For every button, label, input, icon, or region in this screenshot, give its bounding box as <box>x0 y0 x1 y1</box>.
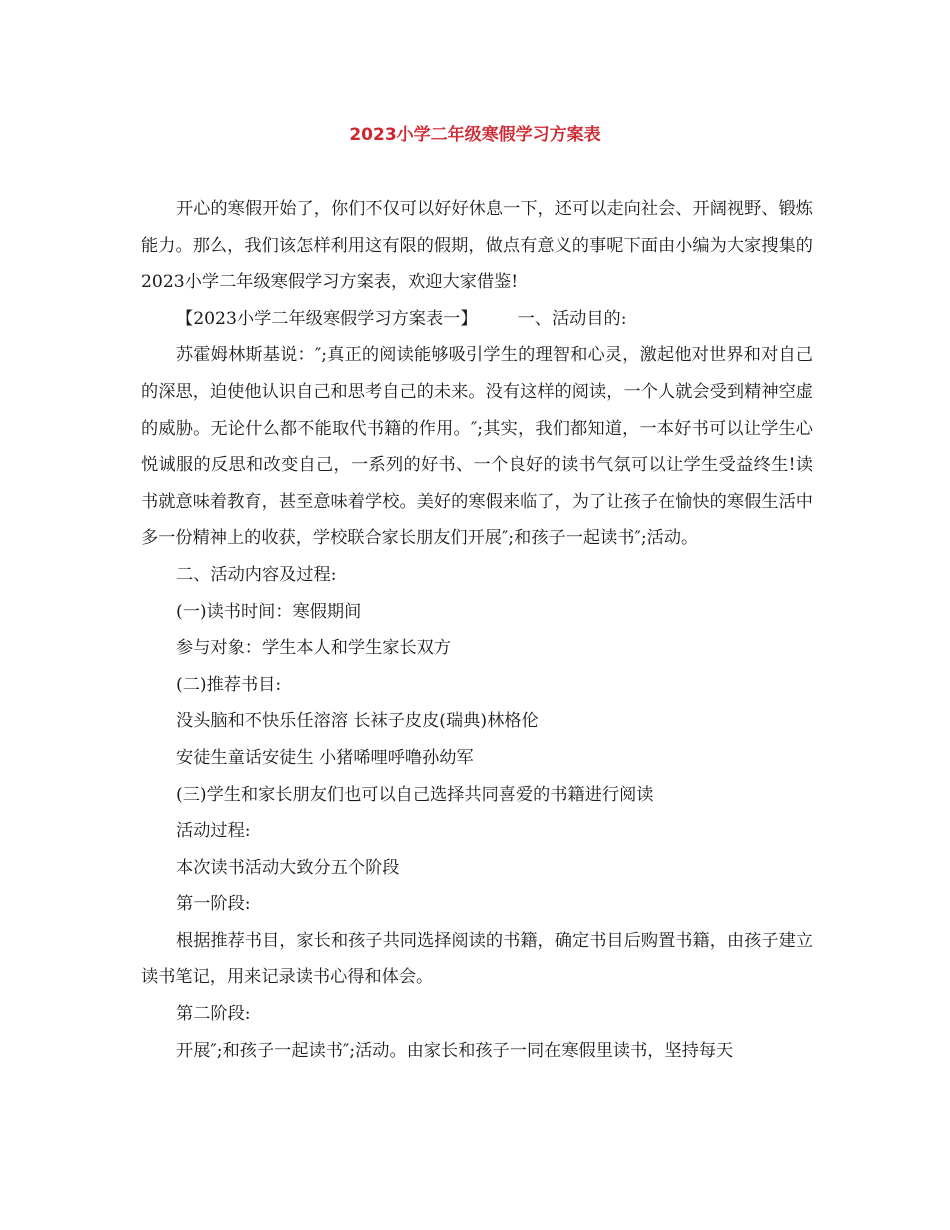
content-line: 本次读书活动大致分五个阶段 <box>176 857 400 878</box>
section-label: 【2023小学二年级寒假学习方案表一】 <box>176 308 478 329</box>
section-heading-line <box>141 301 813 338</box>
intro-paragraph: 开心的寒假开始了，你们不仅可以好好休息一下，还可以走向社会、开阔视野、锻炼能力。那么，我们该怎样利用这有限的假期，做点有意义的事呢下面由小编为大家搜集的2023小学二年级寒假学习方案表，欢迎大家借鉴! <box>141 199 813 293</box>
section-heading: 一、活动目的: <box>517 308 627 329</box>
document-body <box>141 191 813 1069</box>
content-line: 二、活动内容及过程: <box>176 564 337 585</box>
content-line: 第二阶段: <box>176 1004 251 1025</box>
content-line: (三)学生和家长朋友们也可以自己选择共同喜爱的书籍进行阅读 <box>176 784 654 805</box>
content-line: 参与对象：学生本人和学生家长双方 <box>176 638 452 659</box>
document-title: 2023小学二年级寒假学习方案表 <box>349 125 601 145</box>
content-line: 开展″;和孩子一起读书″;活动。由家长和孩子一同在寒假里读书，坚持每天 <box>176 1040 734 1061</box>
content-line: 安徒生童话安徒生 小猪唏哩呼噜孙幼军 <box>176 747 474 768</box>
content-line: (二)推荐书目: <box>176 674 282 695</box>
content-line: (一)读书时间：寒假期间 <box>176 601 362 622</box>
content-line: 根据推荐书目，家长和孩子共同选择阅读的书籍，确定书目后购置书籍，由孩子建立读书笔记，用来记录读书心得和体会。 <box>141 930 813 988</box>
content-line: 没头脑和不快乐任溶溶 长袜子皮皮(瑞典)林格伦 <box>176 711 539 732</box>
purpose-paragraph: 苏霍姆林斯基说：″;真正的阅读能够吸引学生的理智和心灵，激起他对世界和对自己的深思，迫使他认识自己和思考自己的未来。没有这样的阅读，一个人就会受到精神空虚的威胁。无论什么都不能取代书籍的作用。″;其实，我们都知道，一本好书可以让学生心悦诚服的反思和改变自己，一系列的好书、一个良好的读书气氛可以让学生受益终生!读书就意味着教育，甚至意味着学校。美好的寒假来临了，为了让孩子在愉快的寒假生活中多一份精神上的收获，学校联合家长朋友们开展″;和孩子一起读书″;活动。 <box>141 345 813 549</box>
content-line: 活动过程: <box>176 821 251 842</box>
content-line: 第一阶段: <box>176 894 251 915</box>
